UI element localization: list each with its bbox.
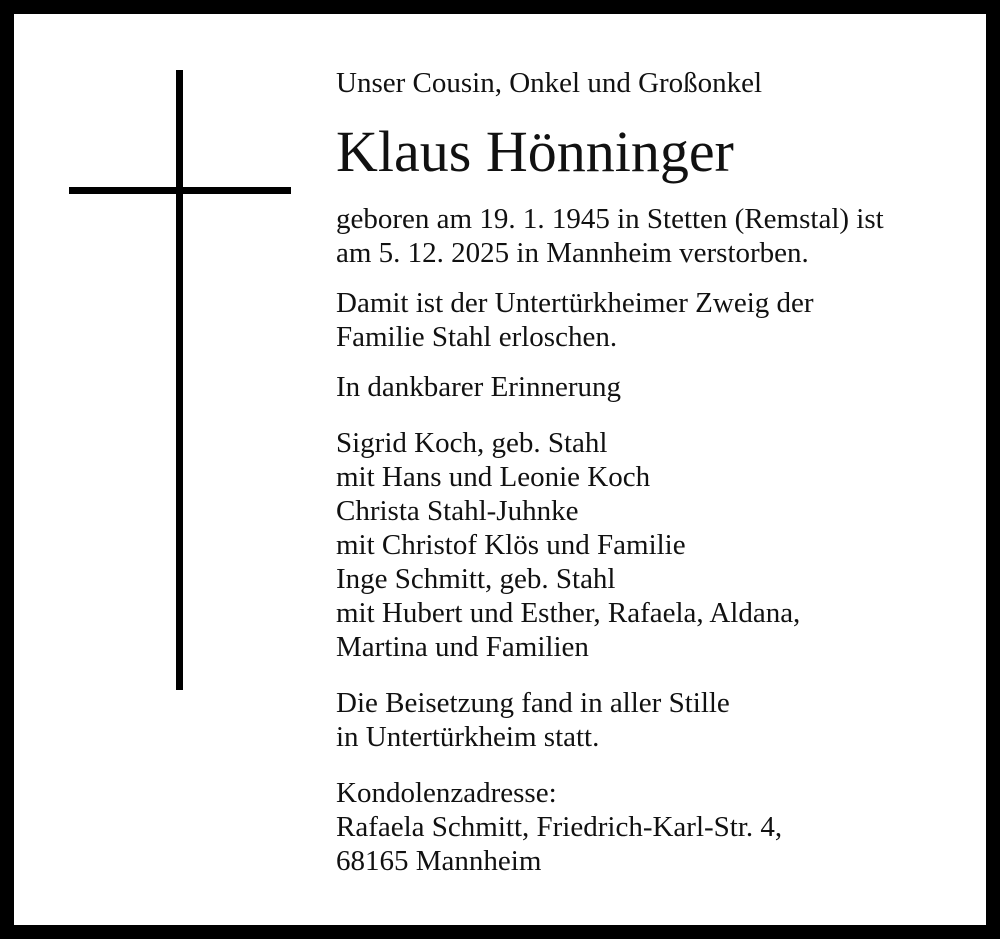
- memory-line: In dankbarer Erinnerung: [336, 371, 622, 403]
- memory-paragraph: [336, 370, 976, 404]
- cross-vertical-bar: [176, 70, 183, 690]
- mourners-list: [336, 426, 976, 664]
- family-paragraph: [336, 286, 976, 354]
- life-line: geboren am 19. 1. 1945 in Stetten (Remstal) ist: [336, 203, 884, 235]
- burial-line: in Untertürkheim statt.: [336, 721, 600, 753]
- mourner-line: Sigrid Koch, geb. Stahl: [336, 427, 608, 459]
- address-line: Rafaela Schmitt, Friedrich-Karl-Str. 4,: [336, 811, 783, 843]
- mourner-line: Inge Schmitt, geb. Stahl: [336, 563, 616, 595]
- condolence-address: [336, 776, 976, 878]
- address-line: 68165 Mannheim: [336, 845, 542, 877]
- mourner-line: mit Hubert und Esther, Rafaela, Aldana,: [336, 597, 801, 629]
- intro-line: Unser Cousin, Onkel und Großonkel: [336, 67, 763, 99]
- family-line: Familie Stahl erloschen.: [336, 321, 618, 353]
- mourner-line: Christa Stahl-Juhnke: [336, 495, 579, 527]
- obituary-card: [14, 14, 986, 925]
- life-dates-paragraph: [336, 202, 976, 270]
- cross-horizontal-bar: [69, 187, 291, 194]
- mourner-line: mit Christof Klös und Familie: [336, 529, 686, 561]
- deceased-name: Klaus Hönninger: [336, 119, 734, 184]
- address-line: Kondolenzadresse:: [336, 777, 557, 809]
- burial-paragraph: [336, 686, 976, 754]
- life-line: am 5. 12. 2025 in Mannheim verstorben.: [336, 237, 809, 269]
- obituary-text: [336, 66, 976, 878]
- family-line: Damit ist der Untertürkheimer Zweig der: [336, 287, 814, 319]
- burial-line: Die Beisetzung fand in aller Stille: [336, 687, 730, 719]
- mourner-line: Martina und Familien: [336, 631, 589, 663]
- mourner-line: mit Hans und Leonie Koch: [336, 461, 651, 493]
